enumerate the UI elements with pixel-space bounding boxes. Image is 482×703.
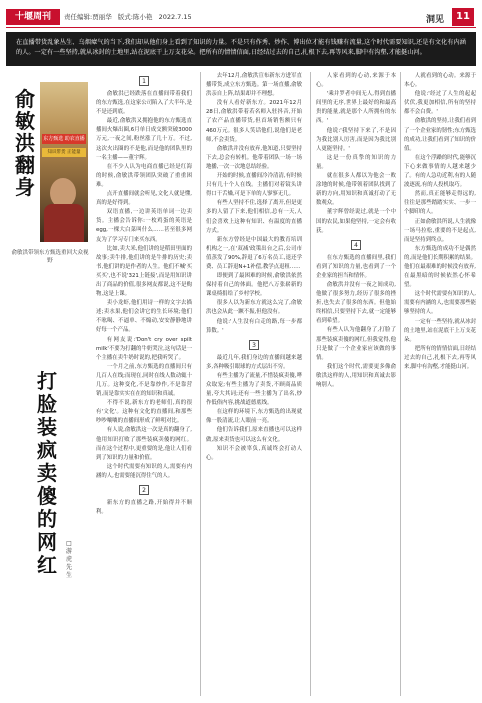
author-byline: □ 游 虎 先 生 bbox=[65, 540, 72, 579]
article-paragraph: 在这个浮躁的时代,能够沉下心来做事情的人越来越少了。有的人急功近利,有的人随波逐流,有的人投机取巧。 bbox=[404, 154, 476, 189]
article-paragraph: 有些人认为他翻身了,打脸了那些装疯卖傻的网红,但我觉得,他只是做了一个企业家应该做的事情。 bbox=[316, 327, 396, 361]
designer-credit: 版式:陈小艳 bbox=[117, 13, 153, 21]
feature-photo bbox=[40, 82, 88, 242]
article-paragraph: 就在很多人都以为他会一败涂地的时候,他带领着团队找到了新的方向,用知识和真诚打动了无数观众。 bbox=[316, 173, 396, 207]
article-paragraph: 卖小龙虾,他们用诗一样的文字去描述;卖水果,他们会讲它的生长环境;他们不吆喝、不逼单、不煽动,安安静静地讲好每一个产品。 bbox=[96, 300, 192, 334]
photo-banner-red: 东方甄选 助农直播 bbox=[43, 136, 85, 142]
text-column-3 bbox=[316, 72, 396, 696]
text-column-1 bbox=[96, 72, 192, 696]
article-paragraph: 最近几年,我们身边的直播间越来越多,各种吸引眼球的方式层出不穷。 bbox=[206, 354, 302, 370]
article-paragraph: 东方甄选的成功不是偶然的,而是他们长期积累的结果。他们在最艰难的时候没有放弃,在最黑暗的时候依然心怀希望。 bbox=[404, 245, 476, 289]
article-paragraph: 有网友说:'Don't cry over spilt milk'不要为打翻的牛奶哭泣,这句话是一个主播在卖牛奶时说的,把我听哭了。 bbox=[96, 336, 192, 361]
page-number: 11 bbox=[452, 8, 474, 26]
article-paragraph: 新东方曾经是中国最大的教育培训机构之一,在'双减'政策出台之后,公司市值蒸发了90%,辞退了6万名员工,退还学费、员工辞退N+1补偿,教学点退租…… bbox=[206, 236, 302, 270]
header-divider bbox=[6, 27, 476, 28]
photo-banner-yellow: 知识带货 正能量 bbox=[42, 148, 86, 157]
article-paragraph: '乘并罗者中间无人,得到直播间里的无序,世界上最好的和最高贵的能量,就是那个人所拥有的东西。' bbox=[316, 91, 396, 125]
article-paragraph: 俞敏洪已经跌落在直播间带着我们的东方甄选,在这家公司陷入了大半年,是不是还到底。 bbox=[96, 91, 192, 116]
newspaper-logo: 十堰周刊 bbox=[6, 9, 60, 25]
column-divider bbox=[310, 72, 311, 696]
article-paragraph: 在这样的环境下,东方甄选的出现就像一股清流,让人眼前一亮。 bbox=[206, 409, 302, 425]
article-paragraph: 这是一份真挚的知识的力量。 bbox=[316, 154, 396, 170]
article-paragraph: 他说:'经过了人生的起起伏伏,我更加相信,所有的坚持都不会白费。' bbox=[404, 91, 476, 116]
editor-credit: 责任编辑:贾丽华 bbox=[64, 13, 112, 21]
article-paragraph: 开始的时候,直播间冷冷清清,有时候只有几十个人在线。主播们对着镜头讲得口干舌燥,可是下单的人寥寥无几。 bbox=[206, 173, 302, 198]
article-paragraph: 即便到了最困难的时候,俞敏洪依然保持着自己的体面。他把八万张崭新的课桌椅捐给了乡村学校。 bbox=[206, 273, 302, 298]
photo-person-body bbox=[44, 204, 84, 242]
article-paragraph: 比如,卖大米,他们讲的是稻田里面的故事;卖牛排,他们讲的是牛排的历史;卖书,他们讲的是作者的人生。他们不喊'买买买',也不说'321上链接',而是用知识讲出了商品的价值,很多网友都说,这不是购物,这是上课。 bbox=[96, 245, 192, 298]
article-paragraph: 这个时代需要有知识的人,需要有内涵的人,也需要能沉得住气的人。 bbox=[96, 463, 192, 479]
column-divider bbox=[400, 72, 401, 696]
article-paragraph: 把所有的情情信面,日经结过去的自己,扎根下去,再等风来,脚中有沟壑,才能挺山河。 bbox=[404, 345, 476, 370]
page-header bbox=[0, 0, 482, 30]
section-number: 4 bbox=[351, 240, 361, 250]
article-paragraph: 俞敏洪的坚持,让我们看到了一个企业家的韧性;东方甄选的成功,让我们看到了知识的价值。 bbox=[404, 118, 476, 152]
article-paragraph: 正如俞敏洪所说,人生就像一场马拉松,重要的不是起点,而是坚持到终点。 bbox=[404, 218, 476, 243]
article-paragraph: 在不少人认为电商直播已经是红海的时候,俞敏洪带领团队突破了重重困难。 bbox=[96, 163, 192, 188]
article-paragraph: 不得不说,新东方的老师们,真的很有'文化'。这种有文化的直播间,和那些吵吵嚷嚷的直播间形成了鲜明对比。 bbox=[96, 400, 192, 425]
article-paragraph: 他说:'人生没有白走的路,每一步都算数。' bbox=[206, 318, 302, 334]
article-paragraph: 人家看到的心动,来源于本心。 bbox=[316, 73, 396, 89]
article-paragraph: 人就看到的心动。来源于本心。 bbox=[404, 73, 476, 89]
article-paragraph: 这个时代需要有知识的人,需要有内涵的人,也需要那些能够坚持的人。 bbox=[404, 291, 476, 316]
article-paragraph: 去年12月,俞敏洪宣布新东方进军直播带货,成立东方甄选。第一场直播,俞敏洪亲自上阵,结果却并不理想。 bbox=[206, 73, 302, 98]
article-paragraph: 点开直播间就会听见,文化人就是懂,真的是好得到。 bbox=[96, 191, 192, 207]
article-paragraph: 知识不会被辜负,真诚终会打动人心。 bbox=[206, 445, 302, 461]
article-paragraph: 双语直播,一边讲英语单词一边卖货。主播会告诉你:一枚鸡蛋的英语是egg,一棵大白菜叫什么……甚至很多网友为了学习专门来买东西。 bbox=[96, 209, 192, 243]
section-name: 洞见 bbox=[426, 15, 445, 25]
section-number: 1 bbox=[139, 76, 149, 86]
text-column-2 bbox=[206, 72, 302, 696]
article-paragraph: 有些人坚持不住,选择了离开,但是更多的人留了下来,他们相信,总有一天,人们会喜欢上这种有知识、有温度的直播方式。 bbox=[206, 200, 302, 234]
article-paragraph: 俞敏洪并没有放弃,他知道,只要坚持下去,总会有转机。他带着团队一场一场地播,一次一次地总结经验。 bbox=[206, 145, 302, 170]
article-paragraph: 董宇辉曾经说过,就是一个中国的农民,如果他坚持,一定会有收获。 bbox=[316, 209, 396, 234]
article-paragraph: 有人说,俞敏洪这一次是真的翻身了,他用知识打败了那些装疯卖傻的网红。而在这个过程中,更重要的是,他让人们看到了知识的力量和价值。 bbox=[96, 427, 192, 461]
article-paragraph: 在东方甄选的直播间里,我们看到了知识的力量,也看到了一个企业家的担当和情怀。 bbox=[316, 254, 396, 279]
headline-bottom: 打 脸 装 疯 卖 傻 的 网 红 bbox=[37, 369, 57, 577]
feature-column bbox=[6, 70, 88, 696]
article-paragraph: 他们告诉我们,原来直播也可以这样做,原来卖货也可以这么有文化。 bbox=[206, 427, 302, 443]
headline-top: 俞 敏 洪 翻 身 bbox=[15, 87, 35, 199]
section-number: 2 bbox=[139, 485, 149, 495]
lead-paragraph: 在直播带货乱象丛生、乌烟瘴气的当下,我们却从他们身上看到了知识的力量。不是只有作秀、炒作、博出位才能有钱赚有流量,这个时代需要知识,还是有文化有内涵的人。一定有一些坚持,就从冰封的土地里,站在泥底干上万支花朵。把所有的情情信面,日经结过去的自己,扎根下去,再等风来,脚中有沟壑,才能挺山河。 bbox=[6, 32, 476, 66]
header-meta bbox=[64, 12, 196, 21]
column-divider bbox=[200, 72, 201, 696]
article-paragraph: 然而,真正能够走得远的,往往是那些踏踏实实、一步一个脚印的人。 bbox=[404, 191, 476, 216]
section-number: 3 bbox=[249, 340, 259, 350]
article-paragraph: 很多人以为新东方就这么完了,俞敏洪也会从此一蹶不振,但他没有。 bbox=[206, 300, 302, 316]
article-paragraph: 一个月之前,东方甄选的直播间只有几百人在线;而现在,同时在线人数动辄十几万。这种变化,不是靠炒作,不是靠营销,而是靠实实在在的知识和真诚。 bbox=[96, 363, 192, 398]
article-paragraph: 有些主播为了流量,不惜装疯卖傻,哗众取宠;有些主播为了卖货,不顾商品质量,夸大其词;还有一些主播为了出名,炒作低俗内容,挑战道德底线。 bbox=[206, 372, 302, 407]
photo-caption: 俞敏洪带领东方甄选重回大众视野 bbox=[11, 250, 89, 264]
article-paragraph: 我们这个时代,需要更多像俞敏洪这样的人,用知识和真诚去影响别人。 bbox=[316, 363, 396, 388]
text-column-4 bbox=[404, 72, 476, 696]
issue-date: 2022.7.15 bbox=[158, 13, 192, 21]
article-paragraph: 新东方的直播之路,开始得并不顺利。 bbox=[96, 500, 192, 516]
article-paragraph: 没有人看好新东方。2021年12月28日,俞敏洪带着若名师入驻抖音,开始了农产品直播带货,但首场销售额只有460万元。很多人笑话他们,说他们是老师,不会卖货。 bbox=[206, 100, 302, 143]
article-paragraph: 一定有一些坚持,就从冰封的土地里,站在泥底干上万支花朵。 bbox=[404, 318, 476, 343]
article-paragraph: 他说:'我坚持下来了,不是因为我比别人厉害,而是因为我比别人更能坚持。' bbox=[316, 127, 396, 152]
article-paragraph: 最近,俞敏洪又拥抱他的东方甄选直播间火爆出圈,6月单日成交额突破3000万元,一夜之间,粉丝涨了几十万。不过,这次火出圈的不是他,而是他的团队里的一名主播——董宇辉。 bbox=[96, 118, 192, 161]
article-paragraph: 俞敏洪并没有一夜之间成功,他做了很多努力,经历了很多的挫折,也失去了很多的东西。但他始终相信,只要坚持下去,就一定能够看到希望。 bbox=[316, 281, 396, 325]
